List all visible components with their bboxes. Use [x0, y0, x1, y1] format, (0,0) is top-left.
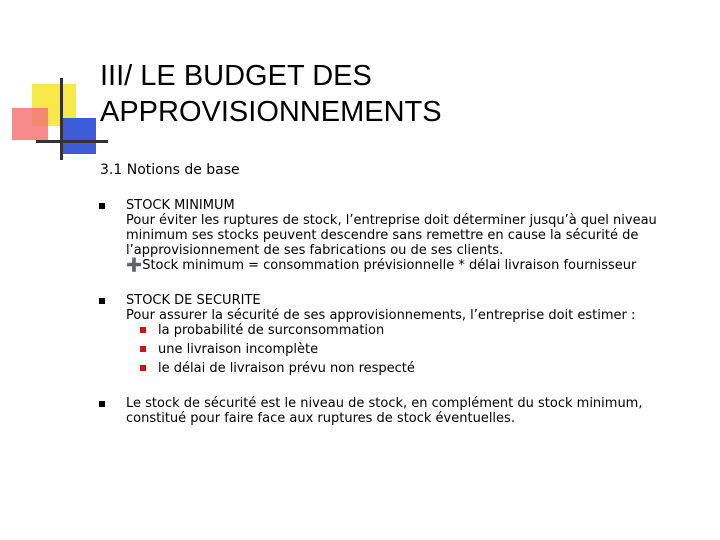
bullet-stock-minimum [98, 198, 708, 273]
sub-bullet-text: la probabilité de surconsommation [158, 323, 385, 338]
bullet-text-line: Le stock de sécurité est le niveau de stock, en complément du stock minimum, [126, 396, 643, 411]
sub-bullet-text: le délai de livraison prévu non respecté [158, 361, 415, 376]
decor-blue-square [62, 118, 96, 154]
bullet-text-line: Pour assurer la sécurité de ses approvisionnements, l’entreprise doit estimer : [126, 308, 636, 323]
red-square-bullet-icon [140, 365, 146, 371]
section-subtitle: 3.1 Notions de base [100, 162, 240, 178]
bullet-stock-definition [98, 396, 708, 426]
bullet-heading: STOCK MINIMUM [126, 198, 235, 213]
bullet-list [98, 198, 708, 426]
formula-line [126, 258, 708, 273]
bullet-square-icon [99, 401, 105, 407]
sub-bullet-item [140, 323, 708, 338]
bullet-text-line: Pour éviter les ruptures de stock, l’entreprise doit déterminer jusqu’à quel niveau [126, 213, 657, 228]
bullet-text-line: l’approvisionnement de ses fabrications ou de ses clients. [126, 243, 504, 258]
bullet-text-line: minimum ses stocks peuvent descendre sans remettre en cause la sécurité de [126, 228, 639, 243]
decor-vertical-line [60, 78, 63, 160]
slide-title-line-2: APPROVISIONNEMENTS [100, 96, 442, 128]
bullet-square-icon [99, 203, 105, 209]
sub-bullet-list [126, 323, 708, 376]
red-square-bullet-icon [140, 327, 146, 333]
decor-red-square [12, 108, 48, 140]
bullet-text-line: constitué pour faire face aux ruptures de stock éventuelles. [126, 411, 515, 426]
decor-horizontal-line [36, 140, 108, 143]
sub-bullet-item [140, 361, 708, 376]
bullet-heading: STOCK DE SECURITE [126, 293, 261, 308]
sub-bullet-text: une livraison incomplète [158, 342, 319, 357]
formula-symbol-icon: ➕ [126, 258, 143, 273]
formula-text: Stock minimum = consommation prévisionnelle * délai livraison fournisseur [142, 258, 637, 273]
slide-title [100, 58, 700, 130]
bullet-square-icon [99, 298, 105, 304]
bullet-stock-securite [98, 293, 708, 376]
red-square-bullet-icon [140, 346, 146, 352]
sub-bullet-item [140, 342, 708, 357]
slide-title-line-1: III/ LE BUDGET DES [100, 60, 372, 92]
